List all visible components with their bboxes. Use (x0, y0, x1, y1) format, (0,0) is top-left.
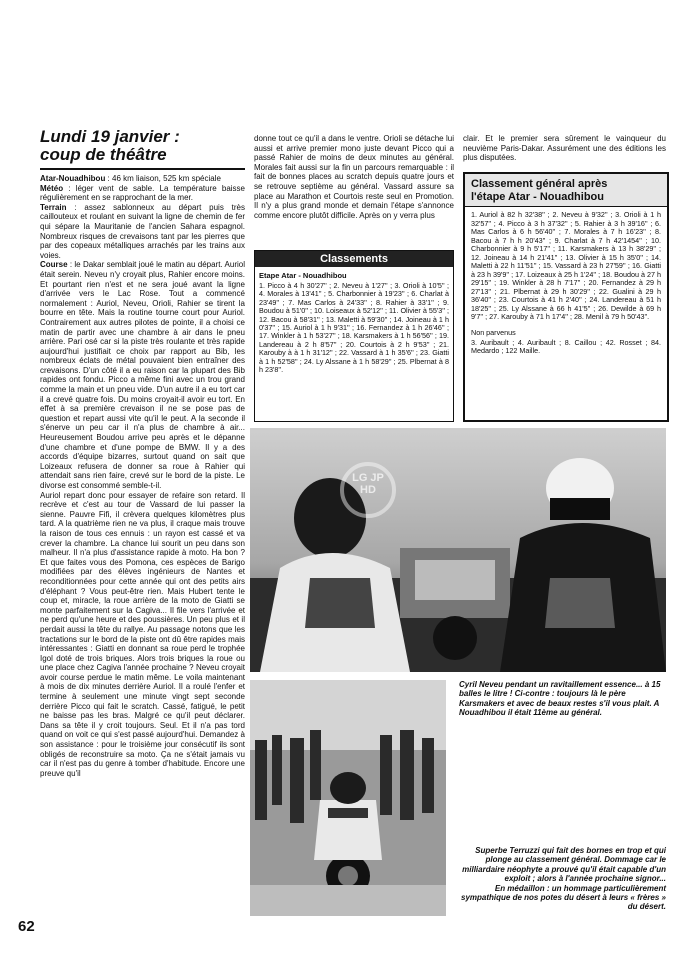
terrain-lead: Terrain (40, 202, 67, 212)
caption-terruzzi (453, 846, 666, 912)
general-header-line-1: Classement général après (471, 178, 608, 190)
article-column-1 (40, 174, 245, 912)
course-text: : le Dakar semblait joué le matin au départ. Auriol était serein. Neveu n'y croyait plus, Rahier encore moins. Et pourtant rien n'est et ne sera joué avant la ligne d'arrivée vers le Lac Rose. Tout a commencé normalement : Auriol, Neveu, Orioli, Rahier se tirent la bourre en tête. Mais la routine tourne court pour Auriol. Contrairement aux autres pilotes de pointe, il a choisi ce matin de partir avec une chambre à air dans le pneu arrière. Pari osé car si la piste très roulante et très rapide aujourd'hui justifiait ce choix par rapport au Bib, les nombreux éclats de métal pouvaient bien entraîner des crevaisons. D'un côté il a eu raison car la plupart des Bib rapides ont fondu. Picco a même fini avec un trou grand comme la main et un pneu vide. D'un autre il a eu tort car il a crevé quatre fois. Du moins croyait-il avoir eu tort. En effet à sa première crevaison il ne se pose pas de question et repart aussi vite qu'il le peut. A la seconde il s'énerve un peu car il n'a plus de chambre à air... Heureusement Boudou arrive peu après et le dépanne d'une chambre et d'une pompe de BMW. Il y a des accords d'équipe bizarres, surtout quand on sait que Loizeaux refusera de donner sa roue à Rahier qui attendait sans rien faire, crevé sur le bord de la piste. Le divorse est consommé semble-t-il. (40, 260, 245, 490)
article-column-2 (254, 134, 454, 250)
photo-terruzzi-image (250, 680, 446, 916)
page-number: 62 (18, 918, 35, 935)
watermark-text: LG JP HD (352, 472, 384, 496)
stage-lead: Atar-Nouadhibou (40, 174, 106, 183)
stage-results-text: 1. Picco à 4 h 30'27'' ; 2. Neveu à 1'27'' ; 3. Orioli à 10'5'' ; 4. Morales à 13'41'' ; 5. Charbonnier à 19'23'' ; 6. Charlat à 23'49'' ; 7. Mas Carlos à 24'33'' ; 8. Rahier à 33'1'' ; 9. Boudou à 51'0'' ; 10. Loiseaux à 52'12'' ; 11. Olivier à 55'3'' ; 12. Bacou à 58'31'' ; 13. Maletti à 59'30'' ; 14. Joineau à 1 h 0'37'' ; 15. Auriol à 1 h 9'31'' ; 16. Fernandez à 1 h 26'46'' ; 17. Winkler à 1 h 53'27'' ; 18. Karsmakers à 1 h 56'56'' ; 19. Landereau à 2 h 8'57'' ; 20. Courtois à 2 h 9'53'' ; 21. Karouby à à 1 h 31'12'' ; 22. Vassard à 1 h 35'6'' ; 23. Giatti à 1 h 52'58'' ; 24. Ly Alssane à 1 h 58'29'' ; 25. Plbernat à 8 h 23'8''. (259, 281, 449, 375)
title-rule (40, 168, 245, 170)
column-3-text: clair. Et le premier sera sûrement le vainqueur du neuvième Paris-Dakar. Assurément une des éditions les plus disputées. (463, 134, 666, 163)
terrain-text: : assez sablonneux au départ puis très caillouteux et roulant en suivant la ligne de chemin de fer qui sépare la Mauritanie de l'ancien Sahara espagnol. Nombreux risques de crevaisons tant par les pierres que par des copeaux métalliques arrachés par les trains aux voies. (40, 202, 245, 260)
general-results-header (465, 174, 667, 207)
title-line-1: Lundi 19 janvier : (40, 127, 180, 146)
meteo-lead: Météo (40, 183, 64, 193)
meteo-paragraph (40, 184, 245, 203)
caption-neveu: Cyril Neveu pendant un ravitaillement essence... à 15 balles le litre ! Ci-contre : toujours là le père Karsmakers et avec de beaux restes s'il vous plait. A Nouadhibou il était 11ème au général. (459, 680, 661, 718)
stage-text: : 46 km liaison, 525 km spéciale (105, 174, 221, 183)
general-results-text: 1. Auriol à 82 h 32'38'' ; 2. Neveu à 9'32'' ; 3. Orioli à 1 h 32'57'' ; 4. Picco à 3 h 37'32'' ; 5. Rahier à 3 h 39'16'' ; 6. Mas Carlos à 6 h 56'40'' ; 7. Morales à 7 h 16'23'' ; 8. Bacou à 7 h h 20'43'' ; 9. Charlat à 7 h 42'1454'' ; 10. Charbonnier à 9 h 5'17'' ; 11. Karsmakers à 13 h 38'29'' ; 12. Joineau à 14 h 21'41'' ; 13. Olivier à 15 h 35'0'' ; 14. Maletti à 22 h 11'51'' ; 15. Vassard à 23 h 27'59'' ; 16. Giatti à 23 h 39'9'' ; 17. Loizeaux à 25 h 1'24'' ; 18. Boudou à 27 h 29'15'' ; 19. Winkler à 28 h 7'17'' ; 20. Fernandez à 29 h 27'13'' ; 21. Plbernat à 29 h 30'29'' ; 22. Gualini à 29 h 36'40'' ; 23. Courtois à 41 h 2'40'' ; 24. Landereau à 51 h 18'25'' ; 25. Ly Alssane à 66 h 41'5'' ; 26. Dewilde à 69 h 9'7'' ; 27. Karouby à 71 h 17'4'' ; 28. Menil à 79 h 50'43''. (471, 210, 661, 321)
caption-terruzzi-part-1: Superbe Terruzzi qui fait des bornes en trop et qui plonge au classement général. Dommage car le milliardaire néophyte a prouvé qu'il était capable d'un exploit ; alors à l'année prochaine signor... (462, 846, 666, 884)
general-results-box (463, 172, 669, 422)
non-parvenus-title: Non parvenus (471, 327, 516, 337)
course-paragraph (40, 260, 245, 490)
column-2-text: donne tout ce qu'il a dans le ventre. Orioli se détache lui aussi et arrive premier mono juste devant Picco qui a passé Rahier de moins de deux minutes au général. Morales fait aussi sur la fin un parcours remarquable : il fait de bonnes places au scratch depuis quatre jours et se retrouve septième au général. Vassard assure sa place au Marathon et Courtois reste seul en Promotion. Il n'y a plus grand monde et demain l'étape s'annonce comme encore plutôt difficile. Après on y verra plus (254, 134, 454, 220)
meteo-text: : léger vent de sable. La température baisse régulièrement en se rapprochant de la mer. (40, 183, 245, 203)
stage-results-header: Classements (255, 251, 453, 267)
non-parvenus-text: 3. Auribault ; 4. Auribault ; 8. Caillou ; 42. Rosset ; 84. Medardo ; 122 Maille. (471, 337, 661, 355)
title-line-2: coup de théâtre (40, 145, 167, 164)
article-title (40, 128, 240, 164)
course-lead: Course (40, 260, 68, 270)
stage-results-box (254, 250, 454, 422)
caption-terruzzi-part-2: En médaillon : un hommage particulièrement sympathique de nos potes du désert à leurs « frères » du désert. (461, 883, 666, 912)
terrain-paragraph (40, 203, 245, 261)
photo-neveu-refuel-image (250, 428, 666, 672)
article-column-3 (463, 134, 666, 166)
general-header-line-2: l'étape Atar - Nouadhibou (471, 190, 604, 203)
photo-terruzzi (250, 680, 446, 916)
stage-results-subtitle: Etape Atar - Nouadhibou (259, 271, 347, 280)
column-1-tail: Auriol repart donc pour essayer de refaire son retard. Il recrève et c'est au tour de Vassard de lui passer la sienne. Pauvre Fifi, il crèvera quelques kilomètres plus tard. A la quatrième rien ne va plus, il craque mais trouve la raison de tous ces ennuis : un rayon est cassé et va crever la chambre. La chance lui sourit un peu dans son malheur. Il n'a plus d'assistance rapide à moto. Ha bon ? Et que faites vous des Pomona, ces espèces de Barigo modifiées par des élèves ingénieurs de Nantes et reconditionnées pour cette année qui ont des petits airs d'éléphant ? Vous peut-être rien. Mais Hubert tente le coup et, miracle, la roue arrière de la moto de Giatti se monte parfaitement sur la Cagiva... Il file vers l'arrivée et ne perd qu'une heure et des poussières. Un peu plus et il perdait aussi la tête du rallye. Au passage notons que les tractations sur le bord de la piste ont dû être rapides mais intéressantes : Giatti en donnant sa roue perd le trophée Igol doté de trois briques. Alors trois briques la roue ou une place chez Cagiva l'année prochaine ? Neveu croyait avoir course perdue le matin même. Le voila maintenant à mois de dix minutes derrière Auriol. Il a roulé l'enfer et termine à seulement une minute vingt sept seconde derrière Picco qui fait le scratch. Cassé, fatigué, le petit ne baisse pas les bras. Malgré ce qu'il peut déclarer. Dans sa tête il y croit toujours. Seul. Et il n'a pas tord quand on voit ce qui s'est passé aujourd'hui. Demandez à son assistance : pour le troisième jour consécutif ils sont obligés de reconstruire sa moto. Ça ne s'était jamais vu car il n'est pas du genre à tomber d'habitude. Encore une preuve qu'il (40, 490, 245, 778)
photo-neveu-refuel (250, 428, 666, 672)
stage-paragraph (40, 174, 245, 184)
